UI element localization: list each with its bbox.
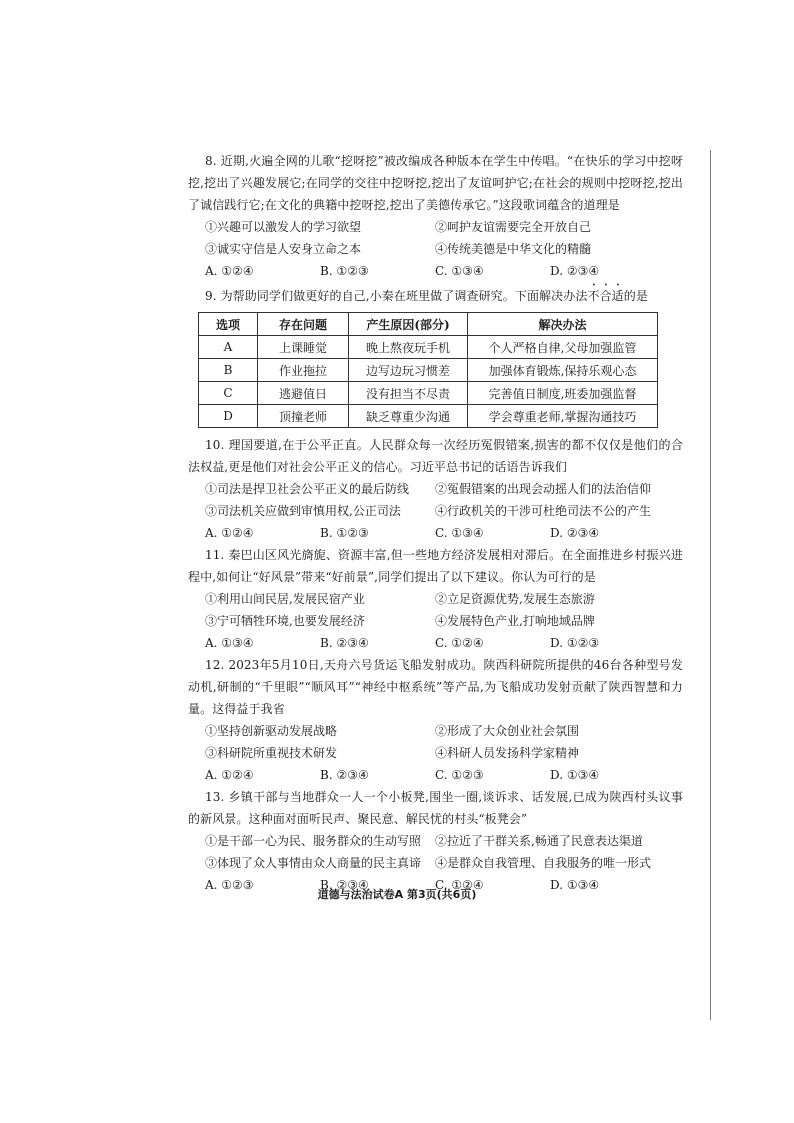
statement-1: ①司法是捍卫社会公平正义的最后防线 bbox=[205, 482, 410, 496]
question-10-stem: 10. 理国要道,在于公平正直。人民群众每一次经历冤假错案,损害的都不仅仅是他们的合法权益,更是他们对社会公平正义的信心。习近平总书记的话语告诉我们 bbox=[188, 438, 683, 474]
row-d-cause: 缺乏尊重少沟通 bbox=[349, 405, 468, 428]
row-b-problem: 作业拖拉 bbox=[258, 359, 349, 382]
question-12-stem: 12. 2023年5月10日,天舟六号货运飞船发射成功。陕西科研院所提供的46台各种型号发动机,研制的“千里眼”“顺风耳”“神经中枢系统”等产品,为飞船成功发射贡献了陕西智慧和力量。这得益于我省 bbox=[188, 658, 683, 716]
row-b-solution: 加强体育锻炼,保持乐观心态 bbox=[468, 359, 658, 382]
choice-a: A. ①②④ bbox=[205, 768, 254, 782]
question-11-statements bbox=[205, 588, 683, 632]
question-11-choices bbox=[205, 632, 683, 654]
question-8-choices bbox=[205, 260, 683, 282]
statement-3: ③科研院所重视技术研发 bbox=[205, 746, 338, 760]
statement-3: ③司法机关应做到审慎用权,公正司法 bbox=[205, 504, 401, 518]
choice-d: D. ①③④ bbox=[550, 878, 600, 892]
choice-a: A. ①③④ bbox=[205, 636, 254, 650]
choice-c: C. ①③④ bbox=[435, 264, 484, 278]
statement-4: ④科研人员发扬科学家精神 bbox=[435, 746, 580, 760]
choice-d: D. ①②③ bbox=[550, 636, 600, 650]
statement-1: ①坚持创新驱动发展战略 bbox=[205, 724, 338, 738]
statement-2: ②呵护友谊需要完全开放自己 bbox=[435, 220, 592, 234]
statement-1: ①利用山间民居,发展民宿产业 bbox=[205, 592, 365, 606]
table-row bbox=[199, 405, 658, 428]
row-c-solution: 完善值日制度,班委加强监督 bbox=[468, 382, 658, 405]
choice-c: C. ①③④ bbox=[435, 526, 484, 540]
statement-3: ③诚实守信是人安身立命之本 bbox=[205, 242, 362, 256]
question-9 bbox=[188, 282, 683, 428]
table-header-row bbox=[199, 313, 658, 336]
emphasized-not-suitable: 不合适 bbox=[587, 289, 624, 303]
row-b-cause: 边写边玩习惯差 bbox=[349, 359, 468, 382]
survey-table bbox=[198, 312, 658, 428]
statement-2: ②冤假错案的出现会动摇人们的法治信仰 bbox=[435, 482, 652, 496]
choice-b: B. ①②③ bbox=[320, 526, 369, 540]
question-11-stem: 11. 秦巴山区风光旖旎、资源丰富,但一些地方经济发展相对滞后。在全面推进乡村振兴进程中,如何让“好风景”带来“好前景”,同学们提出了以下建议。你认为可行的是 bbox=[188, 548, 683, 584]
choice-a: A. ①②④ bbox=[205, 526, 254, 540]
header-option: 选项 bbox=[199, 313, 258, 336]
row-d-option: D bbox=[199, 405, 258, 428]
table-row bbox=[199, 359, 658, 382]
question-9-stem bbox=[188, 282, 683, 307]
header-solution: 解决办法 bbox=[468, 313, 658, 336]
statement-4: ④行政机关的干涉可杜绝司法不公的产生 bbox=[435, 504, 652, 518]
question-12 bbox=[188, 654, 683, 786]
question-10 bbox=[188, 434, 683, 544]
row-b-option: B bbox=[199, 359, 258, 382]
statement-4: ④传统美德是中华文化的精髓 bbox=[435, 242, 592, 256]
choice-c: C. ①②④ bbox=[435, 636, 484, 650]
statement-4: ④是群众自我管理、自我服务的唯一形式 bbox=[435, 856, 652, 870]
header-cause: 产生原因(部分) bbox=[349, 313, 468, 336]
question-8-statements bbox=[205, 216, 683, 260]
row-d-problem: 顶撞老师 bbox=[258, 405, 349, 428]
row-c-cause: 没有担当不尽责 bbox=[349, 382, 468, 405]
table-row bbox=[199, 336, 658, 359]
question-13-statements bbox=[205, 830, 683, 874]
question-12-statements bbox=[205, 720, 683, 764]
row-c-problem: 逃避值日 bbox=[258, 382, 349, 405]
statement-3: ③体现了众人事情由众人商量的民主真谛 bbox=[205, 856, 422, 870]
statement-3: ③宁可牺牲环境,也要发展经济 bbox=[205, 614, 365, 628]
choice-b: B. ②③④ bbox=[320, 878, 369, 892]
row-d-solution: 学会尊重老师,掌握沟通技巧 bbox=[468, 405, 658, 428]
choice-b: B. ②③④ bbox=[320, 636, 369, 650]
question-9-stem-start: 9. 为帮助同学们做更好的自己,小秦在班里做了调查研究。下面解决办法 bbox=[205, 289, 588, 303]
choice-d: D. ②③④ bbox=[550, 264, 600, 278]
choice-d: D. ②③④ bbox=[550, 526, 600, 540]
choice-c: C. ①②③ bbox=[435, 768, 484, 782]
header-problem: 存在问题 bbox=[258, 313, 349, 336]
table-row bbox=[199, 382, 658, 405]
page-footer: 道德与法治试卷A 第3页(共6页) bbox=[317, 888, 477, 901]
question-13 bbox=[188, 786, 683, 896]
choice-a: A. ①②③ bbox=[205, 878, 254, 892]
choice-c: C. ①②④ bbox=[435, 878, 484, 892]
question-9-stem-end: 的是 bbox=[623, 289, 648, 303]
choice-d: D. ①③④ bbox=[550, 768, 600, 782]
choice-a: A. ①②④ bbox=[205, 264, 254, 278]
statement-4: ④发展特色产业,打响地域品牌 bbox=[435, 614, 595, 628]
question-column bbox=[188, 150, 683, 896]
choice-b: B. ②③④ bbox=[320, 768, 369, 782]
question-10-choices bbox=[205, 522, 683, 544]
question-13-stem: 13. 乡镇干部与当地群众一人一个小板凳,围坐一圈,谈诉求、话发展,已成为陕西村头议事的新风景。这种面对面听民声、聚民意、解民忧的村头“板凳会” bbox=[188, 790, 683, 826]
row-a-solution: 个人严格自律,父母加强监管 bbox=[468, 336, 658, 359]
statement-1: ①兴趣可以激发人的学习欲望 bbox=[205, 220, 362, 234]
row-a-option: A bbox=[199, 336, 258, 359]
row-a-cause: 晚上熬夜玩手机 bbox=[349, 336, 468, 359]
choice-b: B. ①②③ bbox=[320, 264, 369, 278]
statement-2: ②形成了大众创业社会氛围 bbox=[435, 724, 580, 738]
question-10-statements bbox=[205, 478, 683, 522]
question-8 bbox=[188, 150, 683, 282]
question-12-choices bbox=[205, 764, 683, 786]
question-11 bbox=[188, 544, 683, 654]
statement-2: ②拉近了干群关系,畅通了民意表达渠道 bbox=[435, 834, 643, 848]
row-a-problem: 上课睡觉 bbox=[258, 336, 349, 359]
statement-2: ②立足资源优势,发展生态旅游 bbox=[435, 592, 595, 606]
question-8-stem: 8. 近期,火遍全网的儿歌“挖呀挖”被改编成各种版本在学生中传唱。“在快乐的学习中挖呀挖,挖出了兴趣发展它;在同学的交往中挖呀挖,挖出了友谊呵护它;在社会的规则中挖呀挖,挖出了诚信践行它;在文化的典籍中挖呀挖,挖出了美德传承它。”这段歌词蕴含的道理是 bbox=[188, 154, 683, 212]
statement-1: ①是干部一心为民、服务群众的生动写照 bbox=[205, 834, 422, 848]
row-c-option: C bbox=[199, 382, 258, 405]
